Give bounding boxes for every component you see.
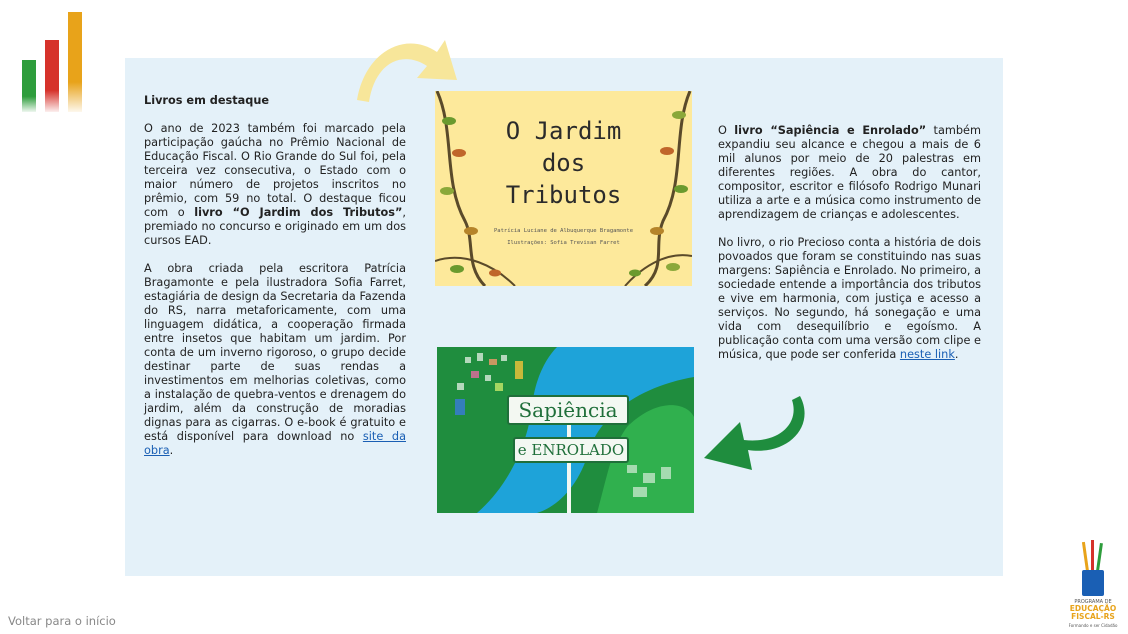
cover-author: Patrícia Luciane de Albuquerque Bragamonte (493, 228, 634, 234)
sign-sapiencia: Sapiência (507, 395, 629, 425)
left-article (144, 94, 406, 472)
left-paragraph-2 (144, 262, 406, 458)
program-logo-line2: EDUCAÇÃO (1069, 604, 1117, 613)
program-logo-line1: PROGRAMA DE (1074, 599, 1112, 605)
river-illustration (437, 347, 694, 513)
text-span: . (954, 348, 959, 361)
text-span: O (718, 124, 735, 137)
neste-link-link[interactable]: neste link (899, 348, 955, 361)
text-span: No livro, o rio Precioso conta a história de dois povoados que foram se constituindo nas suas margens: Sapiência e Enrolado. No primeiro, a sociedade entende a importância dos tributos e vive em harmonia, com justiça e acesso a serviços. No segundo, há sonegação e uma vida com desequilíbrio e egoísmo. A publicação conta com uma versão com clipe e música, que pode ser conferida (718, 236, 981, 361)
curved-arrow-icon (700, 392, 815, 474)
cover-illustrator: Ilustrações: Sofia Trevisan Farret (507, 240, 620, 246)
section-heading: Livros em destaque (144, 94, 270, 107)
sign-enrolado: e ENROLADO (513, 437, 629, 463)
logo-bar-orange (68, 12, 82, 112)
book-cover-sapiencia-e-enrolado (437, 347, 694, 513)
back-to-start-link[interactable]: Voltar para o início (8, 614, 116, 628)
program-logo-line4: Formando e ser Cidadão (1068, 623, 1118, 628)
right-paragraph-1 (718, 124, 981, 222)
cover-title-line3: Tributos (505, 181, 622, 209)
program-logo (1064, 540, 1122, 630)
text-span: . (169, 444, 174, 457)
text-span: , premiado no concurso e originado em um dos cursos EAD. (144, 206, 406, 247)
right-paragraph-2 (718, 236, 981, 362)
text-span: O ano de 2023 também foi marcado pela participação gaúcha no Prêmio Nacional de Educação Fiscal. O Rio Grande do Sul foi, pela terceira vez consecutiva, o Estado com o maior número de projetos inscritos no prêmio, com 59 no total. O destaque ficou com o (144, 122, 406, 219)
book-cover-jardim-dos-tributos (435, 91, 692, 286)
text-span: A obra criada pela escritora Patrícia Bragamonte e pela ilustradora Sofia Farret, estagiária de design da Secretaria da Fazenda do RS, narra metaforicamente, com uma linguagem didática, a cooperação firmada entre insetos que habitam um jardim. Por conta de um inverno rigoroso, o grupo decide destinar parte de suas rendas a investimentos em melhorias coletivas, como a instalação de quebra-ventos e drenagem do jardim, além da construção de moradias dignas para as cigarras. O e-book é gratuito e está disponível para download no (144, 262, 406, 443)
logo-bar-green (22, 60, 36, 112)
text-span: também expandiu seu alcance e chegou a mais de 6 mil alunos por meio de 20 palestras em diferentes regiões. A obra do cantor, compositor, escritor e filósofo Rodrigo Munari utiliza a arte e a música como instrumento de aprendizagem de crianças e adolescentes. (718, 124, 982, 221)
logo-bar-red (45, 40, 59, 112)
cover-title-line2: dos (541, 149, 586, 177)
logo-bars (22, 12, 84, 112)
program-logo-line3: FISCAL-RS (1071, 612, 1115, 621)
cover-title-line1: O Jardim (505, 117, 622, 145)
pencil-cup-icon (1078, 540, 1108, 598)
left-paragraph-1 (144, 122, 406, 248)
book-title-bold: livro “O Jardim dos Tributos” (194, 206, 403, 219)
right-article (718, 124, 981, 376)
book-title-bold: livro “Sapiência e Enrolado” (734, 124, 927, 137)
site-da-obra-link[interactable]: site da obra (144, 430, 406, 457)
